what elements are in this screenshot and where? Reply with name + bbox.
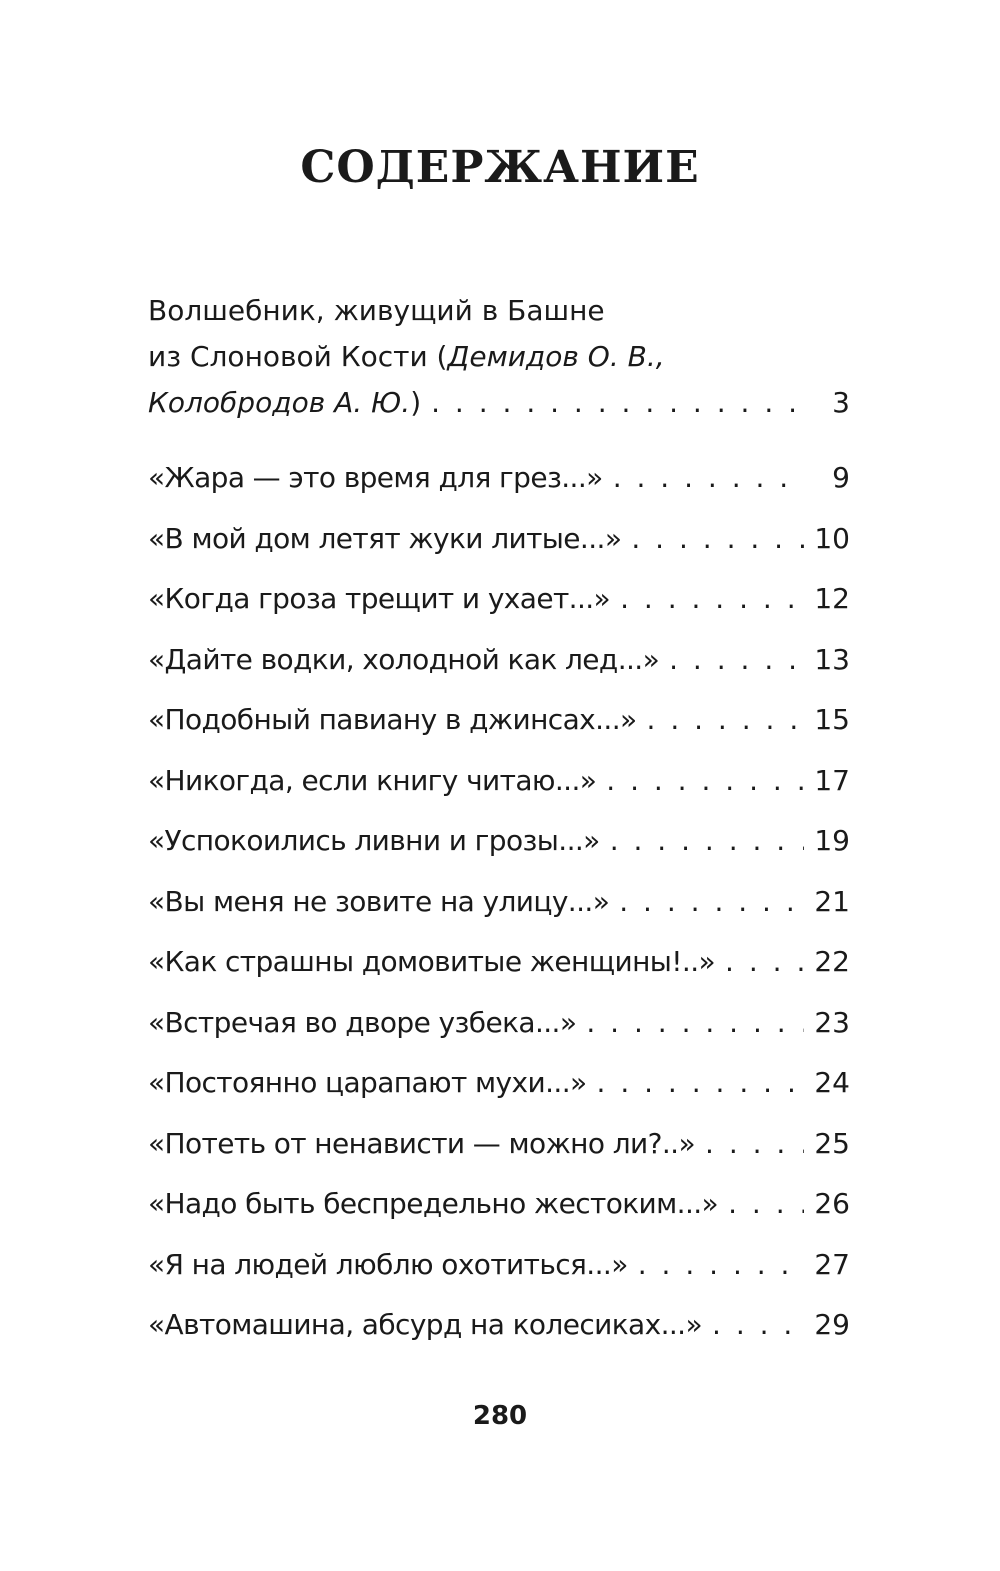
dot-leader [728, 1174, 804, 1235]
dot-leader [725, 932, 804, 993]
toc-entry[interactable] [148, 1295, 850, 1356]
toc-page-number: 21 [814, 884, 850, 918]
toc-entry-authors: Демидов О. В., [447, 340, 665, 373]
toc-entry-title: «Когда гроза трещит и ухает...» [148, 582, 611, 615]
toc-entry[interactable] [148, 569, 850, 630]
toc-entry-title: «Никогда, если книгу читаю...» [148, 763, 597, 797]
toc-page-number: 3 [832, 386, 850, 419]
dot-leader [631, 509, 804, 570]
toc-entry[interactable] [148, 1174, 850, 1235]
toc-entry-line [148, 288, 850, 334]
toc-page-number: 24 [814, 1066, 850, 1099]
toc-entry[interactable] [148, 448, 850, 509]
dot-leader [613, 448, 806, 509]
toc-page-number: 25 [814, 1126, 850, 1160]
toc-entry-title: «Надо быть беспредельно жестоким...» [148, 1187, 719, 1220]
toc-entry[interactable] [148, 872, 850, 933]
dot-leader [705, 1114, 804, 1175]
toc-entry-title: из Слоновой Кости ( [148, 340, 448, 373]
dot-leader [619, 872, 804, 933]
toc-page-number: 13 [814, 642, 850, 676]
page-title: СОДЕРЖАНИЕ [300, 142, 700, 193]
dot-leader [610, 811, 805, 872]
toc-entry[interactable] [148, 751, 850, 812]
toc-entry[interactable] [148, 690, 850, 751]
toc-entry-title: Волшебник, живущий в Башне [148, 294, 605, 327]
toc-entry-title: «Потеть от ненависти — можно ли?..» [148, 1126, 696, 1160]
toc-page-number: 19 [814, 824, 850, 857]
toc-entry-title: ) [410, 386, 422, 419]
toc-entries-list [148, 448, 850, 1356]
toc-page-number: 15 [814, 703, 850, 736]
dot-leader [638, 1235, 805, 1296]
toc-entry[interactable] [148, 993, 850, 1054]
toc-entry[interactable] [148, 811, 850, 872]
toc-entry-title: «Жара — это время для грез...» [148, 461, 603, 494]
toc-entry-intro[interactable] [148, 288, 850, 426]
dot-leader [647, 690, 805, 751]
toc-page-number: 29 [814, 1308, 850, 1341]
toc-page-number: 22 [814, 945, 850, 978]
toc-entry-line [148, 334, 850, 380]
toc-entry-title: «В мой дом летят жуки литые...» [148, 521, 622, 555]
dot-leader [606, 751, 804, 812]
toc-entry-title: «Подобный павиану в джинсах...» [148, 703, 637, 736]
toc-entry-title: «Автомашина, абсурд на колесиках...» [148, 1308, 703, 1341]
toc-page-number: 10 [814, 521, 850, 555]
toc-entry[interactable] [148, 932, 850, 993]
toc-entry-title: «Успокоились ливни и грозы...» [148, 824, 600, 857]
toc-entry-title: «Постоянно царапают мухи...» [148, 1066, 587, 1099]
toc-entry[interactable] [148, 1235, 850, 1296]
toc-page-number: 9 [832, 461, 850, 494]
toc-entry-title: «Вы меня не зовите на улицу...» [148, 884, 610, 918]
dot-leader [431, 380, 806, 426]
toc-page-number: 17 [814, 763, 850, 797]
toc-entry-authors: Колобродов А. Ю. [148, 386, 411, 419]
toc-page-number: 26 [814, 1187, 850, 1220]
page-number: 280 [472, 1401, 528, 1431]
toc-entry-line [148, 380, 850, 426]
toc-page-number: 27 [814, 1247, 850, 1281]
toc-entry[interactable] [148, 630, 850, 691]
toc-entry-title: «Я на людей люблю охотиться...» [148, 1247, 628, 1281]
toc-page-number: 12 [814, 582, 850, 615]
table-of-contents [148, 288, 850, 1356]
toc-page-number: 23 [814, 1005, 850, 1039]
dot-leader [669, 630, 804, 691]
dot-leader [586, 993, 804, 1054]
toc-entry[interactable] [148, 509, 850, 570]
dot-leader [597, 1053, 805, 1114]
toc-entry[interactable] [148, 1114, 850, 1175]
toc-entry[interactable] [148, 1053, 850, 1114]
dot-leader [620, 569, 804, 630]
toc-entry-title: «Встречая во дворе узбека...» [148, 1005, 577, 1039]
toc-entry-title: «Как страшны домовитые женщины!..» [148, 945, 716, 978]
toc-entry-title: «Дайте водки, холодной как лед...» [148, 642, 660, 676]
dot-leader [712, 1295, 804, 1356]
